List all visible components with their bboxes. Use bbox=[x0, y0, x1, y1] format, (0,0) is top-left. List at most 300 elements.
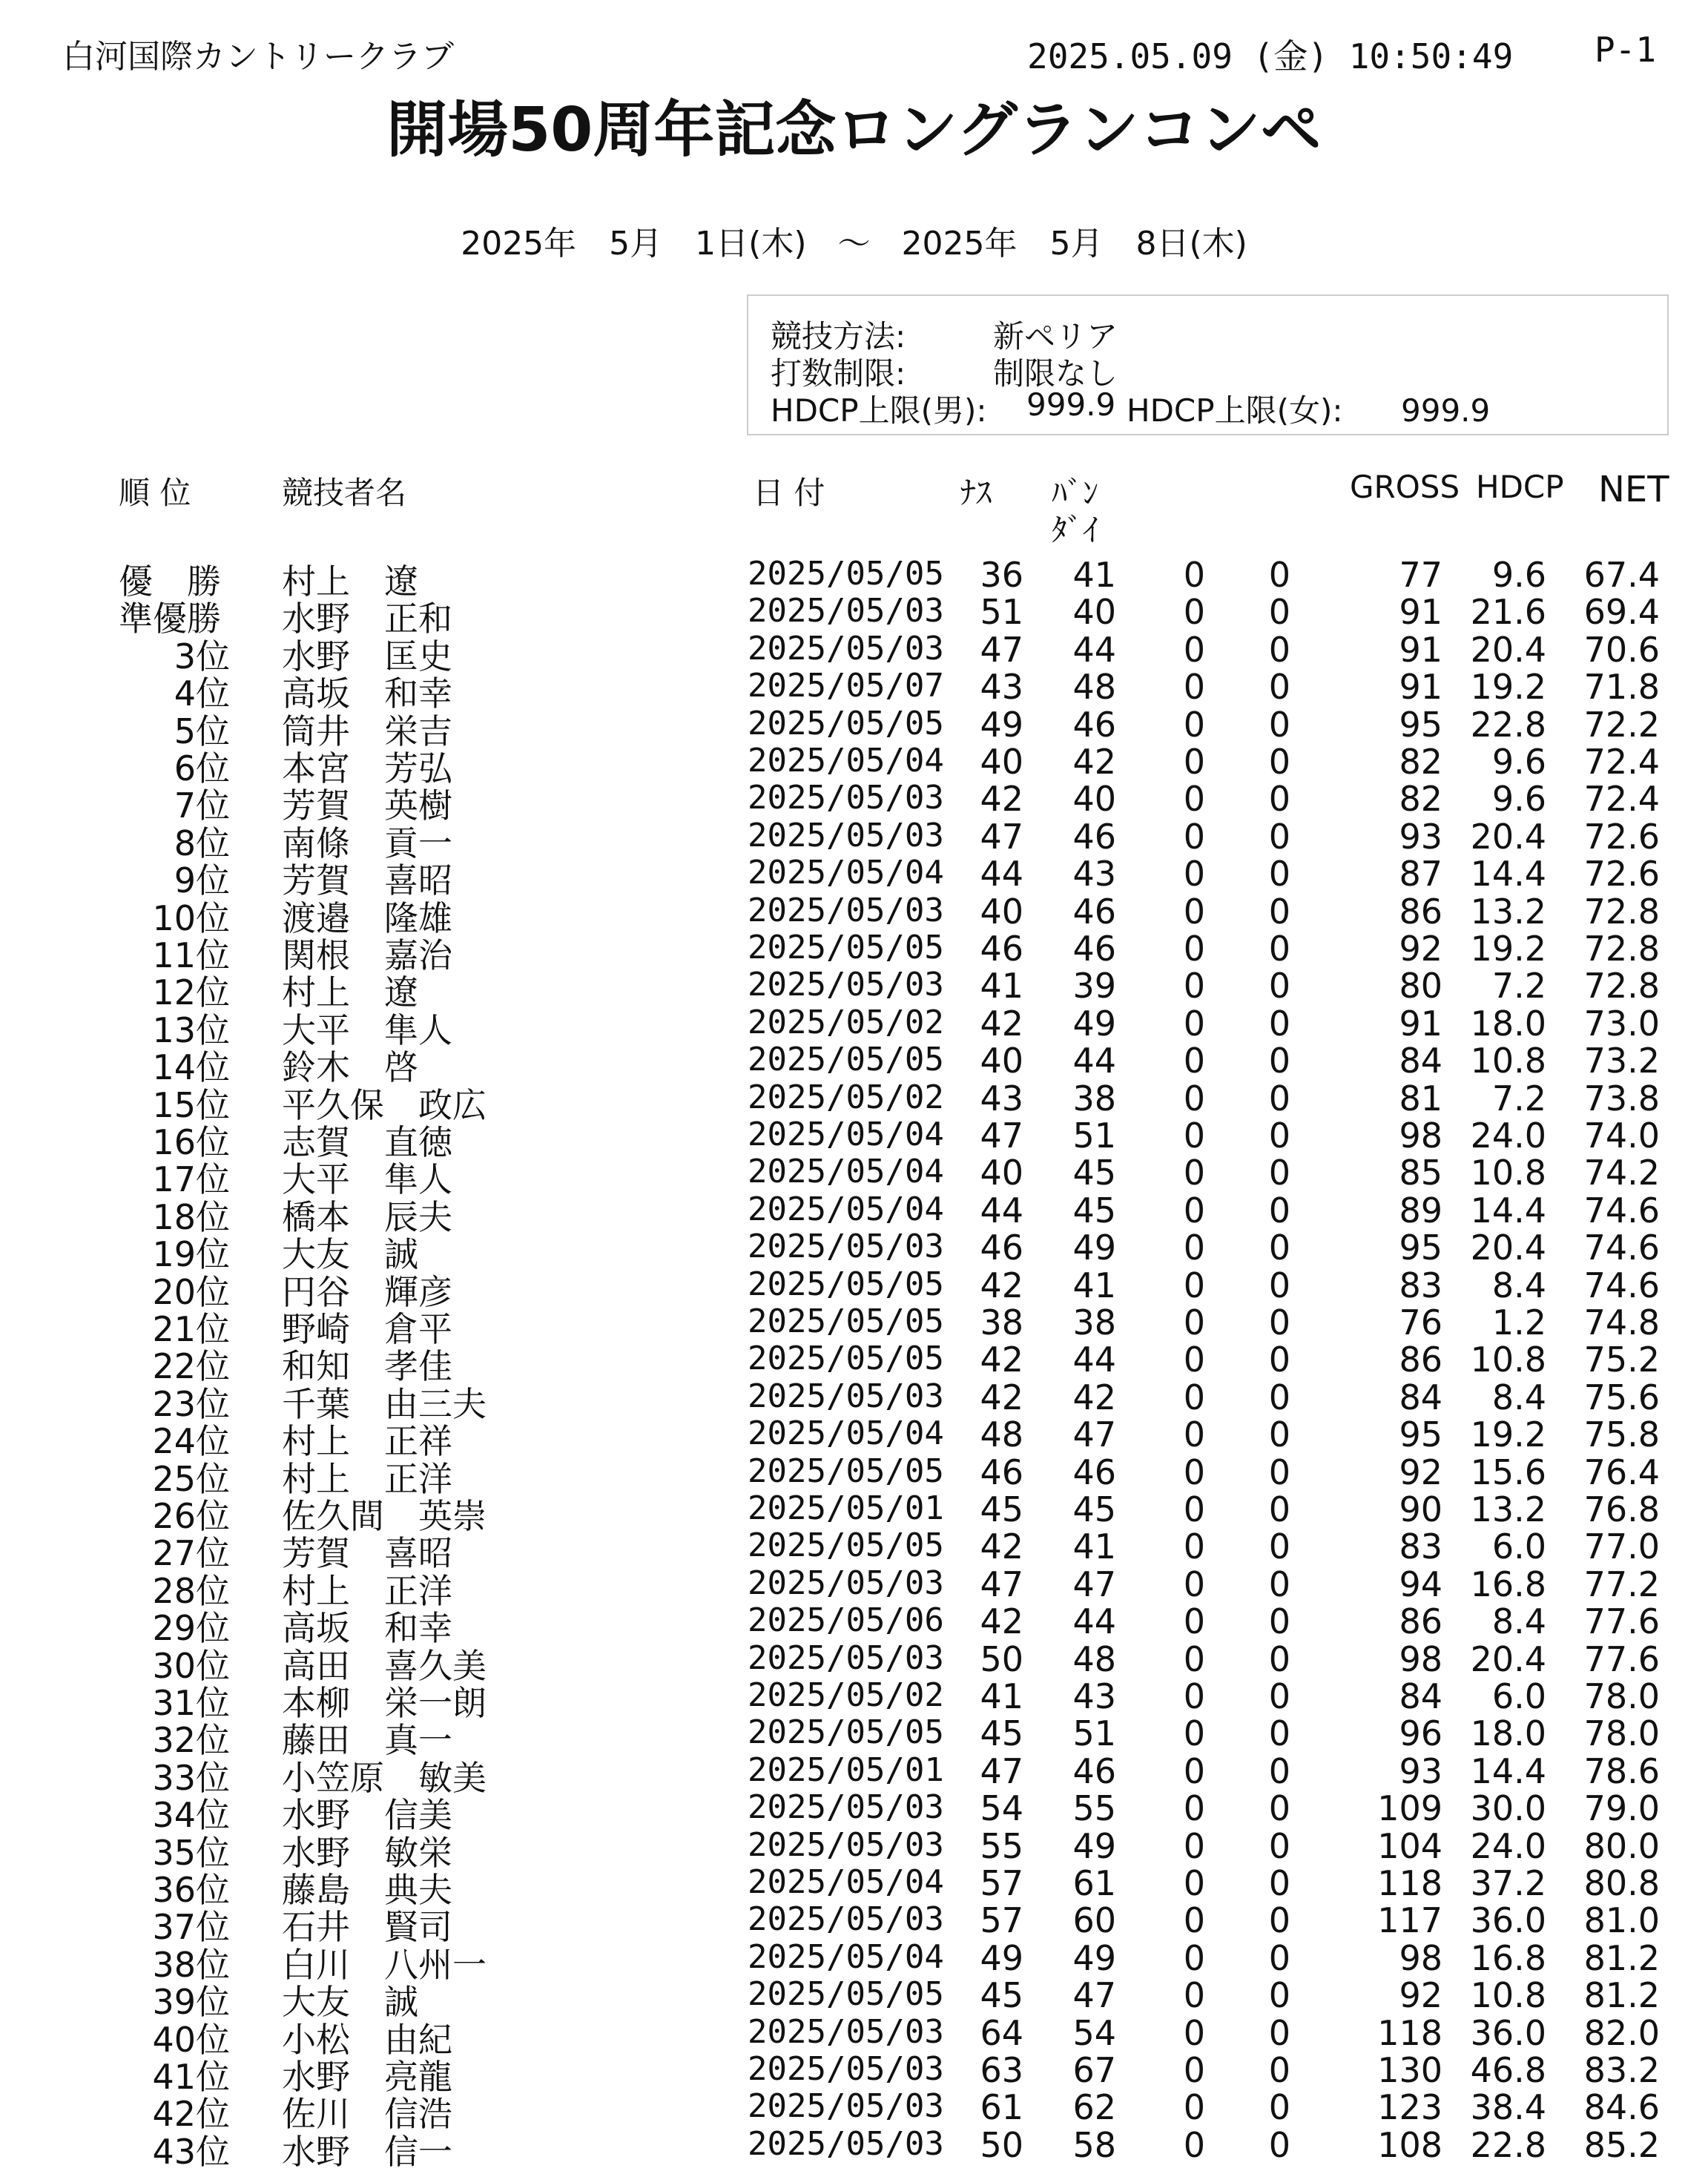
extra-score-2: 0 bbox=[1268, 891, 1290, 932]
play-date: 2025/05/04 bbox=[748, 742, 944, 780]
rank-cell: 34位 bbox=[152, 1795, 230, 1836]
col-out: ﾅｽ bbox=[960, 475, 992, 511]
table-row bbox=[0, 1153, 1708, 1200]
play-date: 2025/05/04 bbox=[748, 1937, 944, 1976]
in-score: 41 bbox=[1072, 1526, 1116, 1567]
in-score: 48 bbox=[1072, 1638, 1116, 1679]
handicap: 36.0 bbox=[1470, 1900, 1546, 1941]
extra-score-1: 0 bbox=[1183, 779, 1205, 820]
rank-cell: 10位 bbox=[152, 897, 230, 938]
player-name: 佐川 信浩 bbox=[282, 2094, 452, 2135]
out-score: 43 bbox=[980, 1078, 1023, 1119]
out-score: 40 bbox=[980, 1041, 1023, 1081]
player-name: 高坂 和幸 bbox=[282, 1608, 452, 1649]
extra-score-2: 0 bbox=[1268, 2124, 1290, 2165]
play-date: 2025/05/05 bbox=[748, 1526, 944, 1565]
out-score: 48 bbox=[980, 1414, 1023, 1455]
net-score: 71.8 bbox=[1583, 667, 1660, 708]
player-name: 南條 貢一 bbox=[282, 823, 452, 863]
in-score: 43 bbox=[1072, 854, 1116, 895]
extra-score-1: 0 bbox=[1183, 2124, 1205, 2165]
period-start: 2025年 5月 1日(木) bbox=[461, 225, 807, 263]
net-score: 73.0 bbox=[1583, 1003, 1660, 1044]
rank-cell: 25位 bbox=[152, 1458, 230, 1499]
player-name: 大友 誠 bbox=[282, 1234, 418, 1275]
player-name: 村上 正祥 bbox=[282, 1421, 452, 1462]
out-score: 42 bbox=[980, 1003, 1023, 1044]
net-score: 72.8 bbox=[1583, 891, 1660, 932]
rank-cell: 37位 bbox=[152, 1907, 230, 1948]
extra-score-1: 0 bbox=[1183, 1340, 1205, 1380]
col-in-line1: ﾊﾞﾝ bbox=[1052, 475, 1099, 511]
extra-score-2: 0 bbox=[1268, 1863, 1290, 1903]
handicap: 19.2 bbox=[1470, 1414, 1546, 1455]
table-row bbox=[0, 854, 1708, 901]
table-row bbox=[0, 1377, 1708, 1424]
handicap: 36.0 bbox=[1470, 2012, 1546, 2053]
rank-cell: 32位 bbox=[152, 1720, 230, 1761]
player-name: 村上 正洋 bbox=[282, 1458, 452, 1499]
play-date: 2025/05/03 bbox=[748, 1900, 944, 1939]
extra-score-2: 0 bbox=[1268, 1003, 1290, 1044]
col-net: NET bbox=[1598, 469, 1669, 510]
gross-score: 118 bbox=[1377, 2012, 1442, 2053]
out-score: 45 bbox=[980, 1489, 1023, 1529]
player-name: 和知 孝佳 bbox=[282, 1346, 452, 1387]
gross-score: 80 bbox=[1399, 966, 1442, 1007]
extra-score-1: 0 bbox=[1183, 1750, 1205, 1791]
rank-cell: 38位 bbox=[152, 1944, 230, 1985]
net-score: 72.6 bbox=[1583, 816, 1660, 857]
table-row bbox=[0, 816, 1708, 863]
play-date: 2025/05/04 bbox=[748, 1190, 944, 1228]
out-score: 49 bbox=[980, 1937, 1023, 1978]
handicap: 18.0 bbox=[1470, 1713, 1546, 1754]
net-score: 74.6 bbox=[1583, 1265, 1660, 1305]
extra-score-2: 0 bbox=[1268, 1750, 1290, 1791]
net-score: 78.0 bbox=[1583, 1713, 1660, 1754]
out-score: 47 bbox=[980, 816, 1023, 857]
table-row bbox=[0, 1340, 1708, 1387]
handicap: 14.4 bbox=[1470, 1750, 1546, 1791]
handicap: 20.4 bbox=[1470, 816, 1546, 857]
rank-cell: 21位 bbox=[152, 1309, 230, 1349]
play-date: 2025/05/03 bbox=[748, 1377, 944, 1415]
out-score: 40 bbox=[980, 1153, 1023, 1193]
handicap: 10.8 bbox=[1470, 1340, 1546, 1380]
table-row bbox=[0, 1489, 1708, 1536]
club-name: 白河国際カントリークラブ bbox=[62, 38, 454, 76]
extra-score-1: 0 bbox=[1183, 1564, 1205, 1604]
player-name: 芳賀 英樹 bbox=[282, 785, 452, 826]
player-name: 橋本 辰夫 bbox=[282, 1196, 452, 1237]
net-score: 77.2 bbox=[1583, 1564, 1660, 1604]
net-score: 75.2 bbox=[1583, 1340, 1660, 1380]
rank-cell: 20位 bbox=[152, 1271, 230, 1312]
play-date: 2025/05/05 bbox=[748, 929, 944, 966]
limit-label: 打数制限: bbox=[771, 355, 906, 392]
table-row bbox=[0, 1265, 1708, 1312]
play-date: 2025/05/03 bbox=[748, 966, 944, 1004]
play-date: 2025/05/05 bbox=[748, 555, 944, 593]
in-score: 38 bbox=[1072, 1078, 1116, 1119]
rank-cell: 30位 bbox=[152, 1645, 230, 1686]
handicap: 21.6 bbox=[1470, 592, 1546, 633]
period-end: 2025年 5月 8日(木) bbox=[901, 225, 1247, 263]
table-row bbox=[0, 2087, 1708, 2135]
out-score: 46 bbox=[980, 1228, 1023, 1268]
out-score: 51 bbox=[980, 592, 1023, 633]
out-score: 47 bbox=[980, 629, 1023, 670]
extra-score-1: 0 bbox=[1183, 1825, 1205, 1866]
extra-score-1: 0 bbox=[1183, 929, 1205, 969]
play-date: 2025/05/03 bbox=[748, 1638, 944, 1677]
handicap: 9.6 bbox=[1491, 555, 1546, 595]
extra-score-2: 0 bbox=[1268, 1489, 1290, 1529]
extra-score-1: 0 bbox=[1183, 1526, 1205, 1567]
in-score: 47 bbox=[1072, 1975, 1116, 2016]
out-score: 44 bbox=[980, 854, 1023, 895]
table-row bbox=[0, 1900, 1708, 1948]
gross-score: 83 bbox=[1399, 1265, 1442, 1305]
extra-score-2: 0 bbox=[1268, 1788, 1290, 1829]
rank-cell: 33位 bbox=[152, 1757, 230, 1798]
extra-score-1: 0 bbox=[1183, 1041, 1205, 1081]
in-score: 41 bbox=[1072, 1265, 1116, 1305]
player-name: 藤島 典夫 bbox=[282, 1870, 452, 1910]
net-score: 72.6 bbox=[1583, 854, 1660, 895]
out-score: 41 bbox=[980, 966, 1023, 1007]
extra-score-1: 0 bbox=[1183, 1601, 1205, 1642]
gross-score: 86 bbox=[1399, 891, 1442, 932]
gross-score: 94 bbox=[1399, 1564, 1442, 1604]
extra-score-1: 0 bbox=[1183, 629, 1205, 670]
out-score: 49 bbox=[980, 704, 1023, 745]
extra-score-1: 0 bbox=[1183, 742, 1205, 782]
rank-cell: 43位 bbox=[152, 2131, 230, 2172]
handicap: 16.8 bbox=[1470, 1937, 1546, 1978]
handicap: 7.2 bbox=[1491, 1078, 1546, 1119]
player-name: 村上 遼 bbox=[282, 972, 418, 1013]
handicap: 13.2 bbox=[1470, 891, 1546, 932]
gross-score: 84 bbox=[1399, 1041, 1442, 1081]
play-date: 2025/05/05 bbox=[748, 1265, 944, 1303]
competition-period bbox=[0, 217, 1708, 264]
gross-score: 82 bbox=[1399, 779, 1442, 820]
rank-cell: 3位 bbox=[174, 636, 230, 676]
out-score: 57 bbox=[980, 1863, 1023, 1903]
handicap: 1.2 bbox=[1491, 1302, 1546, 1343]
out-score: 50 bbox=[980, 1638, 1023, 1679]
player-name: 高田 喜久美 bbox=[282, 1645, 487, 1686]
player-name: 水野 匡史 bbox=[282, 636, 452, 676]
rank-cell: 14位 bbox=[152, 1047, 230, 1088]
extra-score-2: 0 bbox=[1268, 1452, 1290, 1492]
rank-cell: 31位 bbox=[152, 1683, 230, 1723]
rank-cell: 26位 bbox=[152, 1496, 230, 1536]
table-row bbox=[0, 1676, 1708, 1723]
table-row bbox=[0, 555, 1708, 602]
gross-score: 86 bbox=[1399, 1340, 1442, 1380]
in-score: 58 bbox=[1072, 2124, 1116, 2165]
handicap: 8.4 bbox=[1491, 1265, 1546, 1305]
table-row bbox=[0, 592, 1708, 639]
gross-score: 92 bbox=[1399, 1975, 1442, 2016]
in-score: 54 bbox=[1072, 2012, 1116, 2053]
table-row bbox=[0, 2012, 1708, 2060]
in-score: 62 bbox=[1072, 2087, 1116, 2128]
handicap: 16.8 bbox=[1470, 1564, 1546, 1604]
out-score: 46 bbox=[980, 929, 1023, 969]
handicap: 18.0 bbox=[1470, 1003, 1546, 1044]
in-score: 47 bbox=[1072, 1564, 1116, 1604]
handicap: 8.4 bbox=[1491, 1377, 1546, 1417]
table-row bbox=[0, 2124, 1708, 2172]
play-date: 2025/05/03 bbox=[748, 2124, 944, 2163]
table-row bbox=[0, 1228, 1708, 1275]
table-row bbox=[0, 1863, 1708, 1910]
in-score: 48 bbox=[1072, 667, 1116, 708]
in-score: 44 bbox=[1072, 629, 1116, 670]
gross-score: 91 bbox=[1399, 592, 1442, 633]
extra-score-1: 0 bbox=[1183, 1377, 1205, 1417]
table-row bbox=[0, 1788, 1708, 1836]
rank-cell: 24位 bbox=[152, 1421, 230, 1462]
net-score: 72.4 bbox=[1583, 779, 1660, 820]
gross-score: 108 bbox=[1377, 2124, 1442, 2165]
extra-score-1: 0 bbox=[1183, 592, 1205, 633]
in-score: 44 bbox=[1072, 1601, 1116, 1642]
net-score: 74.8 bbox=[1583, 1302, 1660, 1343]
extra-score-2: 0 bbox=[1268, 1041, 1290, 1081]
in-score: 61 bbox=[1072, 1863, 1116, 1903]
net-score: 74.2 bbox=[1583, 1153, 1660, 1193]
gross-score: 84 bbox=[1399, 1676, 1442, 1716]
gross-score: 109 bbox=[1377, 1788, 1442, 1829]
extra-score-1: 0 bbox=[1183, 1003, 1205, 1044]
handicap: 7.2 bbox=[1491, 966, 1546, 1007]
rank-cell: 23位 bbox=[152, 1383, 230, 1424]
net-score: 83.2 bbox=[1583, 2050, 1660, 2090]
col-in-line2: ﾀﾞｲ bbox=[1052, 512, 1099, 548]
rank-cell: 13位 bbox=[152, 1009, 230, 1050]
method-label: 競技方法: bbox=[771, 318, 906, 355]
extra-score-2: 0 bbox=[1268, 1638, 1290, 1679]
player-name: 水野 亮龍 bbox=[282, 2057, 452, 2097]
handicap: 19.2 bbox=[1470, 929, 1546, 969]
extra-score-2: 0 bbox=[1268, 1265, 1290, 1305]
extra-score-2: 0 bbox=[1268, 1153, 1290, 1193]
extra-score-1: 0 bbox=[1183, 1863, 1205, 1903]
gross-score: 95 bbox=[1399, 1414, 1442, 1455]
play-date: 2025/05/04 bbox=[748, 1414, 944, 1453]
handicap: 46.8 bbox=[1470, 2050, 1546, 2090]
table-row bbox=[0, 629, 1708, 676]
in-score: 46 bbox=[1072, 704, 1116, 745]
out-score: 54 bbox=[980, 1788, 1023, 1829]
player-name: 志賀 直徳 bbox=[282, 1122, 452, 1162]
net-score: 77.6 bbox=[1583, 1601, 1660, 1642]
play-date: 2025/05/04 bbox=[748, 1116, 944, 1153]
extra-score-2: 0 bbox=[1268, 667, 1290, 708]
hdcp-female-label: HDCP上限(女): bbox=[1127, 392, 1343, 429]
in-score: 42 bbox=[1072, 1377, 1116, 1417]
player-name: 本柳 栄一朗 bbox=[282, 1683, 487, 1723]
table-row bbox=[0, 1750, 1708, 1798]
hdcp-male-label: HDCP上限(男): bbox=[771, 392, 987, 429]
rank-cell: 29位 bbox=[152, 1608, 230, 1649]
extra-score-1: 0 bbox=[1183, 1265, 1205, 1305]
gross-score: 92 bbox=[1399, 929, 1442, 969]
extra-score-1: 0 bbox=[1183, 1452, 1205, 1492]
handicap: 10.8 bbox=[1470, 1041, 1546, 1081]
in-score: 47 bbox=[1072, 1414, 1116, 1455]
player-name: 渡邉 隆雄 bbox=[282, 897, 452, 938]
rank-cell: 28位 bbox=[152, 1570, 230, 1611]
player-name: 小笠原 敏美 bbox=[282, 1757, 487, 1798]
out-score: 45 bbox=[980, 1713, 1023, 1754]
extra-score-2: 0 bbox=[1268, 854, 1290, 895]
extra-score-1: 0 bbox=[1183, 816, 1205, 857]
handicap: 22.8 bbox=[1470, 2124, 1546, 2165]
extra-score-1: 0 bbox=[1183, 1190, 1205, 1231]
gross-score: 91 bbox=[1399, 1003, 1442, 1044]
in-score: 60 bbox=[1072, 1900, 1116, 1941]
out-score: 47 bbox=[980, 1564, 1023, 1604]
hdcp-male-value: 999.9 bbox=[1026, 386, 1116, 423]
play-date: 2025/05/04 bbox=[748, 854, 944, 892]
net-score: 75.6 bbox=[1583, 1377, 1660, 1417]
extra-score-2: 0 bbox=[1268, 1713, 1290, 1754]
extra-score-2: 0 bbox=[1268, 1526, 1290, 1567]
table-row bbox=[0, 1937, 1708, 1985]
play-date: 2025/05/03 bbox=[748, 816, 944, 854]
rank-cell: 優 勝 bbox=[119, 561, 221, 602]
handicap: 20.4 bbox=[1470, 1638, 1546, 1679]
out-score: 42 bbox=[980, 1601, 1023, 1642]
play-date: 2025/05/06 bbox=[748, 1601, 944, 1640]
gross-score: 91 bbox=[1399, 629, 1442, 670]
out-score: 64 bbox=[980, 2012, 1023, 2053]
net-score: 69.4 bbox=[1583, 592, 1660, 633]
out-score: 61 bbox=[980, 2087, 1023, 2128]
rank-cell: 39位 bbox=[152, 1982, 230, 2023]
rank-cell: 40位 bbox=[152, 2019, 230, 2060]
gross-score: 130 bbox=[1377, 2050, 1442, 2090]
table-row bbox=[0, 1638, 1708, 1686]
handicap: 15.6 bbox=[1470, 1452, 1546, 1492]
out-score: 55 bbox=[980, 1825, 1023, 1866]
table-row bbox=[0, 1078, 1708, 1125]
net-score: 74.6 bbox=[1583, 1228, 1660, 1268]
net-score: 84.6 bbox=[1583, 2087, 1660, 2128]
table-row bbox=[0, 1003, 1708, 1050]
table-row bbox=[0, 1190, 1708, 1237]
in-score: 42 bbox=[1072, 742, 1116, 782]
in-score: 49 bbox=[1072, 1937, 1116, 1978]
play-date: 2025/05/03 bbox=[748, 2087, 944, 2126]
gross-score: 98 bbox=[1399, 1937, 1442, 1978]
handicap: 19.2 bbox=[1470, 667, 1546, 708]
extra-score-1: 0 bbox=[1183, 555, 1205, 595]
handicap: 13.2 bbox=[1470, 1489, 1546, 1529]
net-score: 81.2 bbox=[1583, 1937, 1660, 1978]
rank-cell: 7位 bbox=[174, 785, 230, 826]
net-score: 82.0 bbox=[1583, 2012, 1660, 2053]
player-name: 白川 八州一 bbox=[282, 1944, 487, 1985]
gross-score: 95 bbox=[1399, 704, 1442, 745]
play-date: 2025/05/05 bbox=[748, 1452, 944, 1490]
net-score: 80.8 bbox=[1583, 1863, 1660, 1903]
handicap: 9.6 bbox=[1491, 742, 1546, 782]
out-score: 42 bbox=[980, 1265, 1023, 1305]
player-name: 芳賀 喜昭 bbox=[282, 1533, 452, 1574]
rank-cell: 36位 bbox=[152, 1870, 230, 1910]
play-date: 2025/05/05 bbox=[748, 1041, 944, 1079]
table-row bbox=[0, 667, 1708, 714]
handicap: 22.8 bbox=[1470, 704, 1546, 745]
rank-cell: 41位 bbox=[152, 2057, 230, 2097]
gross-score: 85 bbox=[1399, 1153, 1442, 1193]
handicap: 6.0 bbox=[1491, 1526, 1546, 1567]
extra-score-1: 0 bbox=[1183, 1078, 1205, 1119]
player-name: 水野 信美 bbox=[282, 1795, 452, 1836]
table-row bbox=[0, 1526, 1708, 1574]
rank-cell: 27位 bbox=[152, 1533, 230, 1574]
out-score: 44 bbox=[980, 1190, 1023, 1231]
player-name: 大友 誠 bbox=[282, 1982, 418, 2023]
extra-score-1: 0 bbox=[1183, 704, 1205, 745]
net-score: 70.6 bbox=[1583, 629, 1660, 670]
out-score: 40 bbox=[980, 891, 1023, 932]
in-score: 49 bbox=[1072, 1825, 1116, 1866]
play-date: 2025/05/05 bbox=[748, 1302, 944, 1340]
player-name: 藤田 真一 bbox=[282, 1720, 452, 1761]
gross-score: 76 bbox=[1399, 1302, 1442, 1343]
in-score: 46 bbox=[1072, 1452, 1116, 1492]
player-name: 村上 正洋 bbox=[282, 1570, 452, 1611]
in-score: 67 bbox=[1072, 2050, 1116, 2090]
extra-score-2: 0 bbox=[1268, 929, 1290, 969]
play-date: 2025/05/01 bbox=[748, 1750, 944, 1789]
play-date: 2025/05/01 bbox=[748, 1489, 944, 1527]
handicap: 9.6 bbox=[1491, 779, 1546, 820]
rank-cell: 19位 bbox=[152, 1234, 230, 1275]
gross-score: 118 bbox=[1377, 1863, 1442, 1903]
gross-score: 123 bbox=[1377, 2087, 1442, 2128]
extra-score-2: 0 bbox=[1268, 1937, 1290, 1978]
extra-score-2: 0 bbox=[1268, 779, 1290, 820]
in-score: 39 bbox=[1072, 966, 1116, 1007]
table-row bbox=[0, 1302, 1708, 1349]
player-name: 鈴木 啓 bbox=[282, 1047, 418, 1088]
net-score: 75.8 bbox=[1583, 1414, 1660, 1455]
extra-score-2: 0 bbox=[1268, 1601, 1290, 1642]
net-score: 72.8 bbox=[1583, 929, 1660, 969]
table-row bbox=[0, 1601, 1708, 1649]
out-score: 42 bbox=[980, 1526, 1023, 1567]
gross-score: 95 bbox=[1399, 1228, 1442, 1268]
rank-cell: 16位 bbox=[152, 1122, 230, 1162]
play-date: 2025/05/03 bbox=[748, 1825, 944, 1864]
rank-cell: 8位 bbox=[174, 823, 230, 863]
col-gross: GROSS bbox=[1350, 469, 1460, 505]
in-score: 40 bbox=[1072, 779, 1116, 820]
out-score: 45 bbox=[980, 1975, 1023, 2016]
handicap: 8.4 bbox=[1491, 1601, 1546, 1642]
player-name: 平久保 政広 bbox=[282, 1084, 487, 1125]
out-score: 42 bbox=[980, 779, 1023, 820]
